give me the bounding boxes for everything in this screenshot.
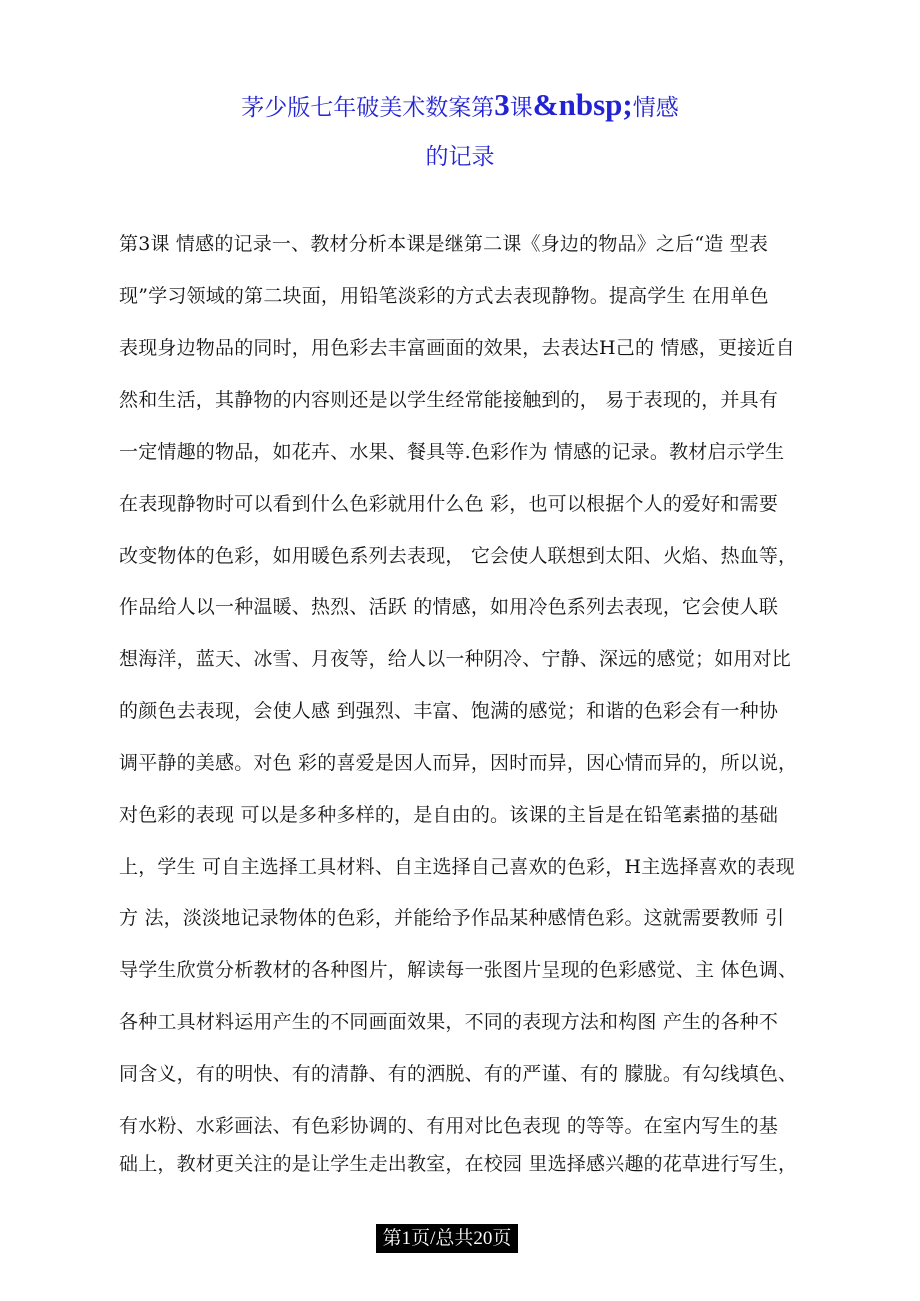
body-line: 对色彩的表现 可以是多种多样的，是自由的。该课的主旨是在铅笔素描的基础	[119, 804, 779, 826]
body-line: 现”学习领域的第二块面，用铅笔淡彩的方式去表现静物。提高学生 在用单色	[119, 285, 769, 307]
body-line: 调平静的美感。对色 彩的喜爱是因人而异，因时而异，因心情而异的，所以说，	[119, 752, 798, 774]
body-line: 础上，教材更关注的是让学生走出教室，在校园 里选择感兴趣的花草进行写生，	[119, 1153, 798, 1175]
title-text-mid: 课	[509, 95, 533, 121]
body-line: 然和生活，其静物的内容则还是以学生经常能接触到的， 易于表现的，并具有	[119, 389, 779, 411]
title-lesson-number: 3	[494, 87, 510, 122]
title-text-suffix: 情感	[632, 95, 679, 121]
page-indicator: 第1页/总共20页	[376, 1224, 518, 1253]
body-line: 一定情趣的物品，如花卉、水果、餐具等.色彩作为 情感的记录。教材启示学生	[119, 441, 785, 463]
document-title-continued: 的记录	[425, 144, 495, 170]
body-line: 的颜色去表现，会使人感 到强烈、丰富、饱满的感觉；和谐的色彩会有一种协	[119, 700, 779, 722]
body-line: 表现身边物品的同时，用色彩去丰富画面的效果，去表达H己的 情感，更接近自	[119, 337, 795, 359]
body-line: 有水粉、水彩画法、有色彩协调的、有用对比色表现 的等等。在室内写生的基	[119, 1115, 779, 1137]
body-line: 在表现静物时可以看到什么色彩就用什么色 彩，也可以根据个人的爱好和需要	[119, 493, 779, 515]
title-text-prefix: 茅少版七年破美术数案第	[241, 95, 495, 121]
body-line: 想海洋，蓝天、冰雪、月夜等，给人以一种阴冷、宁静、深远的感觉；如用对比	[119, 648, 792, 670]
body-line: 改变物体的色彩，如用暖色系列去表现， 它会使人联想到太阳、火焰、热血等，	[119, 545, 798, 567]
body-line: 导学生欣赏分析教材的各种图片，解读每一张图片呈现的色彩感觉、主 体色调、	[119, 959, 798, 981]
title-html-entity: &nbsp;	[532, 87, 633, 122]
body-line: 同含义，有的明快、有的清静、有的洒脱、有的严谨、有的 朦胧。有勾线填色、	[119, 1063, 798, 1085]
body-line: 方 法，淡淡地记录物体的色彩，并能给予作品某种感情色彩。这就需要教师 引	[119, 907, 785, 929]
document-title	[0, 87, 920, 123]
body-line: 作品给人以一种温暖、热烈、活跃 的情感，如用冷色系列去表现，它会使人联	[119, 596, 779, 618]
body-line: 各种工具材料运用产生的不同画面效果，不同的表现方法和构图 产生的各种不	[119, 1011, 779, 1033]
body-line: 第3课 情感的记录一、教材分析本课是继第二课《身边的物品》之后“造 型表	[119, 233, 769, 255]
body-line: 上，学生 可自主选择工具材料、自主选择自己喜欢的色彩，H主选择喜欢的表现	[119, 856, 795, 878]
